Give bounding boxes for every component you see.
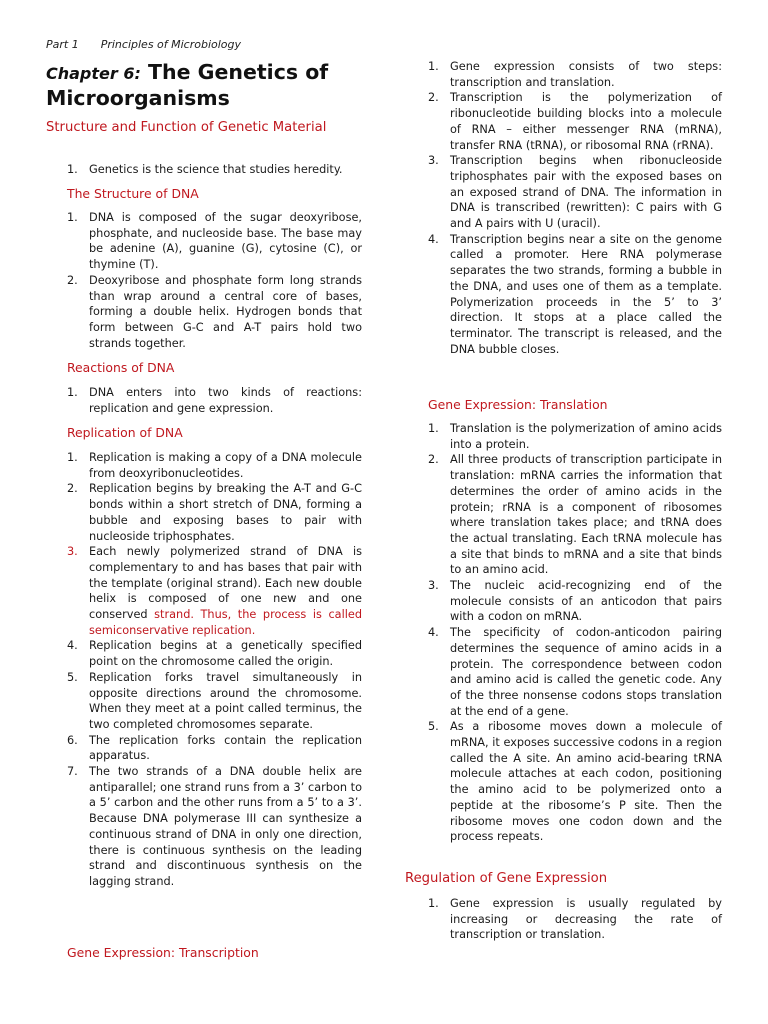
list-item: 2. Replication begins by breaking the A-T and G-C bonds within a short stretch of DNA, forming a bubble and exposing bases to pair with nucleoside triphosphates.: [67, 482, 362, 543]
intro-list: [67, 162, 362, 178]
list-item: 2. Transcription is the polymerization of ribonucleotide building blocks into a molecule of RNA – either messenger RNA (mRNA), transfer RNA (tRNA), or ribosomal RNA (rRNA).: [428, 91, 722, 152]
heading-translation: Gene Expression: Translation: [428, 397, 608, 412]
list-item: 4. The specificity of codon-anticodon pairing determines the sequence of amino acids in a protein. The correspondence between codon and amino acid is called the genetic code. Any of the three nonsense codons stops translation at the end of a gene.: [428, 626, 722, 718]
transcription-list: [428, 59, 722, 357]
structure-dna-list: [67, 210, 362, 351]
list-item: 6. The replication forks contain the replication apparatus.: [67, 733, 362, 763]
list-item: 5. As a ribosome moves down a molecule of mRNA, it exposes successive codons in a region called the A site. An amino acid-bearing tRNA molecule attaches at each codon, positioning the amino acid to be polymerized onto a peptide at the ribosome’s P site. Then the ribosome moves one codon down and the process repeats.: [428, 720, 722, 844]
replication-dna-list: [67, 450, 362, 890]
list-item: 1. Translation is the polymerization of amino acids into a protein.: [428, 422, 722, 451]
list-item: 7. The two strands of a DNA double helix are antiparallel; one strand runs from a 3’ carbon to a 5’ carbon and the other runs from a 5’ to a 3’. Because DNA polymerase III can synthesize a continuous strand of DNA in only one direction, there is continuous synthesis on the leading strand and discontinuous synthesis on the lagging strand.: [67, 765, 362, 888]
semiconservative-note: strand. Thus, the process is called semiconservative replication.: [89, 608, 363, 637]
part-label: Part 1: [46, 38, 79, 51]
list-item: 3. Each newly polymerized strand of DNA is complementary to and has bases that pair with the template (original strand). Each new double helix is composed of one new and one conserved strand. Thus, the process is called semiconservative replication.: [67, 545, 363, 637]
running-header: [46, 38, 263, 51]
heading-reactions-of-dna: Reactions of DNA: [67, 360, 175, 375]
list-item: 2. All three products of transcription participate in translation: mRNA carries the information that determines the order of amino acids in the protein; rRNA is a component of ribosomes where translation takes place; and tRNA does the actual translating. Each tRNA molecule has a site that binds to mRNA and a site that binds to an amino acid.: [428, 453, 722, 577]
heading-replication-of-dna: Replication of DNA: [67, 425, 183, 440]
chapter-name: The Genetics of Microorganisms: [46, 60, 329, 110]
list-item: 1. DNA is composed of the sugar deoxyribose, phosphate, and nucleoside base. The base may be adenine (A), guanine (G), cytosine (C), or thymine (T).: [67, 211, 362, 272]
book-title: Principles of Microbiology: [100, 38, 242, 51]
list-item: 1. Gene expression consists of two steps: transcription and translation.: [428, 60, 722, 89]
regulation-list: [428, 896, 722, 943]
list-item: 1. Replication is making a copy of a DNA molecule from deoxyribonucleotides.: [67, 451, 362, 480]
heading-structure-of-dna: The Structure of DNA: [67, 186, 199, 201]
list-item: 5. Replication forks travel simultaneously in opposite directions around the chromosome. When they meet at a point called terminus, the two completed chromosomes separate.: [67, 670, 362, 731]
translation-list: [428, 421, 722, 845]
reactions-dna-list: [67, 385, 362, 416]
list-item: 2. Deoxyribose and phosphate form long strands than wrap around a central core of bases, forming a double helix. Hydrogen bonds that form between G-C and A-T pairs hold two strands together.: [67, 273, 362, 350]
list-item: 1. Gene expression is usually regulated by increasing or decreasing the rate of transcription or translation.: [428, 897, 722, 942]
list-item: 4. Replication begins at a genetically specified point on the chromosome called the origin.: [67, 639, 362, 669]
chapter-sep: :: [134, 64, 141, 83]
chapter-label: Chapter 6: [46, 64, 135, 83]
list-item: 3. Transcription begins when ribonucleoside triphosphates pair with the exposed bases on an exposed strand of DNA. The information in DNA is transcribed (rewritten): C pairs with G and A pairs with U (uracil).: [428, 154, 722, 231]
section-heading-structure-function: Structure and Function of Genetic Material: [46, 120, 327, 135]
list-item: 3. The nucleic acid-recognizing end of the molecule consists of an anticodon that pairs with a codon on mRNA.: [428, 579, 722, 624]
heading-transcription: Gene Expression: Transcription: [67, 945, 259, 960]
list-item: 1. Genetics is the science that studies heredity.: [67, 163, 343, 176]
list-item: 4. Transcription begins near a site on the genome called a promoter. Here RNA polymerase separates the two strands, forming a bubble in the DNA, and uses one of them as a template. Polymerization proceeds in the 5’ to 3’ direction. It stops at a place called the terminator. The transcript is released, and the DNA bubble closes.: [428, 232, 722, 356]
chapter-title: [46, 60, 366, 111]
heading-regulation: Regulation of Gene Expression: [405, 871, 608, 886]
list-item: 1. DNA enters into two kinds of reactions: replication and gene expression.: [67, 386, 362, 415]
